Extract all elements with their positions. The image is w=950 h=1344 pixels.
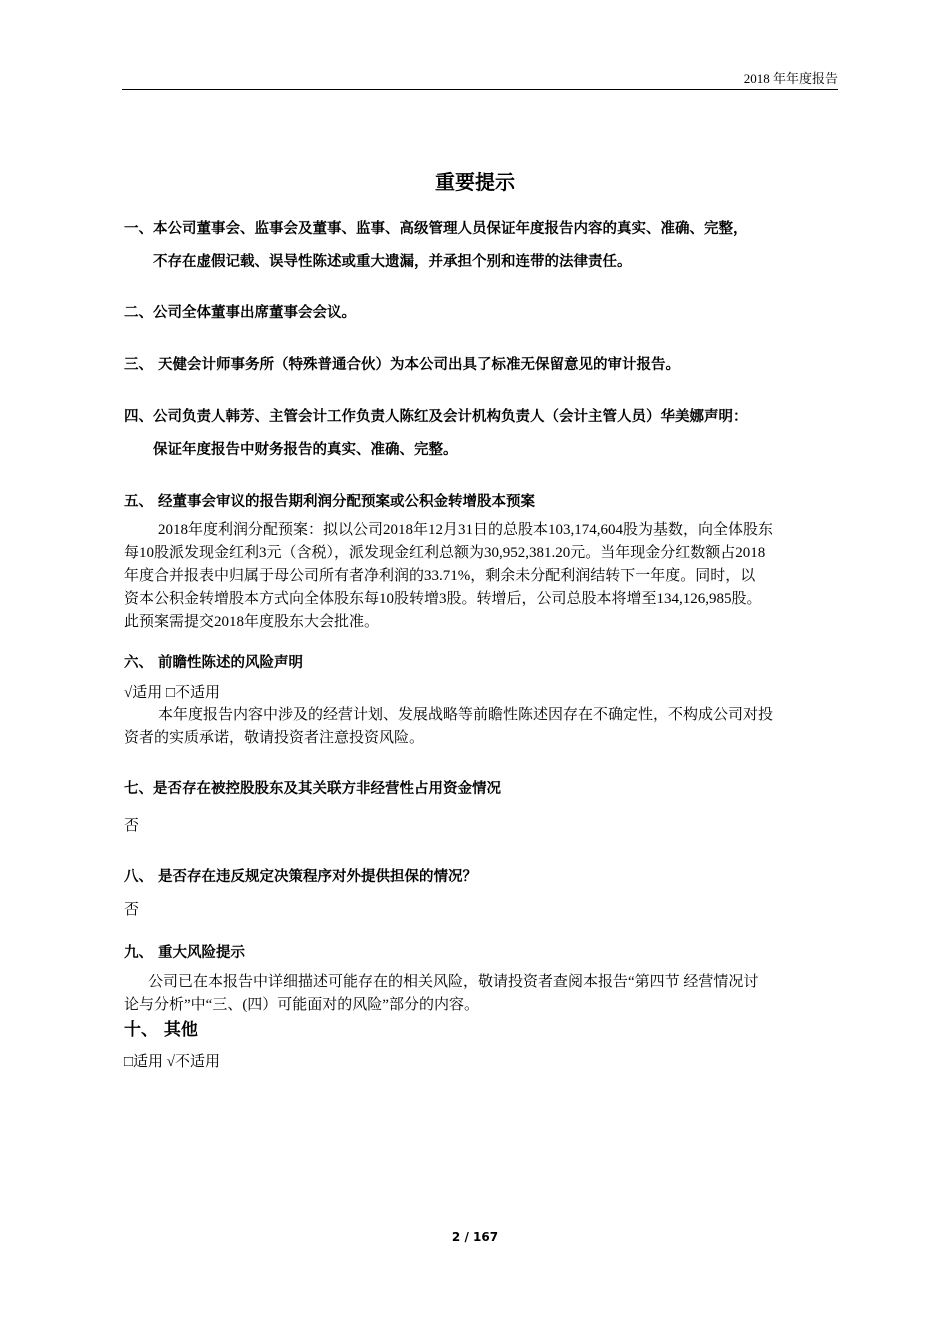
item-6-line-2: 资者的实质承诺，敬请投资者注意投资风险。 [124, 730, 425, 746]
item-6-applicable-options: √适用 □不适用 [124, 685, 221, 701]
item-7-answer: 否 [124, 818, 140, 834]
item-4-line-2: 保证年度报告中财务报告的真实、准确、完整。 [153, 442, 458, 458]
item-5-line-4: 资本公积金转增股本方式向全体股东每10股转增3股。转增后，公司总股本将增至134,126,985股。 [124, 591, 762, 607]
item-10-applicable-options: □适用 √不适用 [124, 1054, 221, 1070]
header-divider [122, 89, 838, 90]
item-5-line-1: 2018年度利润分配预案：拟以公司2018年12月31日的总股本103,174,604股为基数，向全体股东 [158, 522, 774, 538]
item-8-heading: 八、 是否存在违反规定决策程序对外提供担保的情况？ [124, 869, 478, 885]
item-6-heading: 六、 前瞻性陈述的风险声明 [124, 655, 304, 671]
item-5-heading: 五、 经董事会审议的报告期利润分配预案或公积金转增股本预案 [124, 494, 536, 510]
item-7-heading: 七、是否存在被控股股东及其关联方非经营性占用资金情况 [124, 781, 501, 797]
header-title: 2018 年年度报告 [743, 71, 838, 86]
item-5-line-3: 年度合并报表中归属于母公司所有者净利润的33.71%，剩余未分配利润结转下一年度。同时，以 [124, 568, 756, 584]
page-number: 2 / 167 [451, 1230, 499, 1244]
item-2: 二、公司全体董事出席董事会会议。 [124, 305, 356, 321]
item-1-line-2: 不存在虚假记载、误导性陈述或重大遗漏，并承担个别和连带的法律责任。 [153, 254, 632, 270]
item-8-answer: 否 [124, 902, 140, 918]
item-5-line-2: 每10股派发现金红利3元（含税），派发现金红利总额为30,952,381.20元。当年现金分红数额占2018 [124, 545, 766, 561]
item-10-heading: 十、 其他 [124, 1020, 198, 1040]
item-4-line-1: 四、公司负责人韩芳、主管会计工作负责人陈红及会计机构负责人（会计主管人员）华美娜声明： [124, 409, 748, 425]
item-6-line-1: 本年度报告内容中涉及的经营计划、发展战略等前瞻性陈述因存在不确定性，不构成公司对投 [158, 707, 774, 723]
item-3: 三、 天健会计师事务所（特殊普通合伙）为本公司出具了标准无保留意见的审计报告。 [124, 357, 681, 373]
item-9-line-1: 公司已在本报告中详细描述可能存在的相关风险，敬请投资者查阅本报告“第四节 经营情况讨 [148, 974, 759, 990]
item-9-line-2: 论与分析”中“三、(四）可能面对的风险”部分的内容。 [124, 997, 479, 1013]
item-5-line-5: 此预案需提交2018年度股东大会批准。 [124, 614, 380, 630]
page-title: 重要提示 [435, 170, 515, 194]
item-9-heading: 九、 重大风险提示 [124, 945, 246, 961]
item-1-line-1: 一、本公司董事会、监事会及董事、监事、高级管理人员保证年度报告内容的真实、准确、完整， [124, 221, 748, 237]
